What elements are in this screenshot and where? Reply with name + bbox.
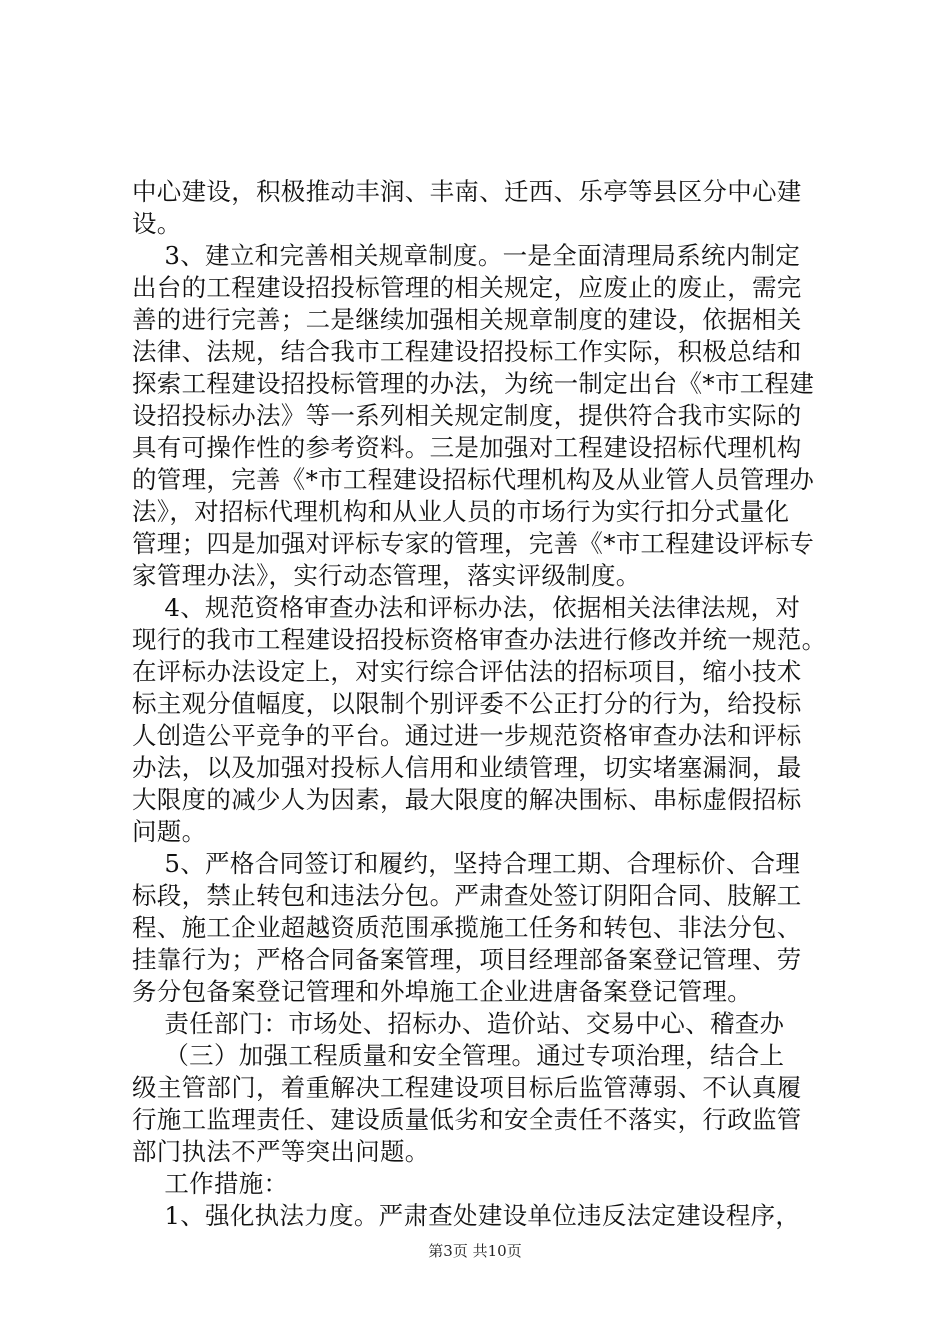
text-line: 办法，以及加强对投标人信用和业绩管理，切实堵塞漏洞，最 — [132, 753, 802, 782]
text-line: 3、建立和完善相关规章制度。一是全面清理局系统内制定 — [132, 241, 801, 270]
text-line: 大限度的减少人为因素，最大限度的解决围标、串标虚假招标 — [132, 785, 802, 814]
text-line: 标主观分值幅度，以限制个别评委不公正打分的行为，给投标 — [132, 689, 802, 718]
text-line: 标段，禁止转包和违法分包。严肃查处签订阴阳合同、肢解工 — [132, 881, 802, 910]
text-line: 挂靠行为；严格合同备案管理，项目经理部备案登记管理、劳 — [132, 945, 802, 974]
text-line: 管理；四是加强对评标专家的管理，完善《*市工程建设评标专 — [132, 529, 815, 558]
text-line: 4、规范资格审查办法和评标办法，依据相关法律法规，对 — [132, 593, 801, 622]
text-line: 设。 — [132, 209, 182, 238]
text-line: 现行的我市工程建设招投标资格审查办法进行修改并统一规范。 — [132, 625, 827, 654]
text-line: 中心建设，积极推动丰润、丰南、迁西、乐亭等县区分中心建 — [132, 177, 802, 206]
text-line: 法律、法规，结合我市工程建设招投标工作实际，积极总结和 — [132, 337, 802, 366]
text-line: 家管理办法》，实行动态管理，落实评级制度。 — [132, 561, 641, 590]
text-line: （三）加强工程质量和安全管理。通过专项治理，结合上 — [132, 1041, 785, 1070]
page-footer: 第3页 共10页 — [428, 1242, 522, 1260]
text-line: 人创造公平竞争的平台。通过进一步规范资格审查办法和评标 — [132, 721, 802, 750]
text-line: 设招投标办法》等一系列相关规定制度，提供符合我市实际的 — [132, 401, 802, 430]
text-line: 责任部门：市场处、招标办、造价站、交易中心、稽查办 — [132, 1009, 785, 1038]
text-line: 法》，对招标代理机构和从业人员的市场行为实行扣分式量化 — [132, 497, 790, 526]
text-line: 部门执法不严等突出问题。 — [132, 1137, 430, 1166]
text-line: 善的进行完善；二是继续加强相关规章制度的建设，依据相关 — [132, 305, 802, 334]
text-line: 程、施工企业超越资质范围承揽施工任务和转包、非法分包、 — [132, 913, 802, 942]
text-line: 出台的工程建设招投标管理的相关规定，应废止的废止，需完 — [132, 273, 802, 302]
text-line: 工作措施： — [132, 1169, 289, 1198]
text-line: 行施工监理责任、建设质量低劣和安全责任不落实，行政监管 — [132, 1105, 802, 1134]
text-line: 1、强化执法力度。严肃查处建设单位违反法定建设程序， — [132, 1201, 801, 1230]
text-line: 在评标办法设定上，对实行综合评估法的招标项目，缩小技术 — [132, 657, 802, 686]
text-line: 5、严格合同签订和履约，坚持合理工期、合理标价、合理 — [132, 849, 801, 878]
text-line: 问题。 — [132, 817, 207, 846]
text-line: 具有可操作性的参考资料。三是加强对工程建设招标代理机构 — [132, 433, 802, 462]
text-line: 的管理，完善《*市工程建设招标代理机构及从业管人员管理办 — [132, 465, 815, 494]
text-line: 务分包备案登记管理和外埠施工企业进唐备案登记管理。 — [132, 977, 752, 1006]
text-line: 探索工程建设招投标管理的办法，为统一制定出台《*市工程建 — [132, 369, 815, 398]
text-line: 级主管部门，着重解决工程建设项目标后监管薄弱、不认真履 — [132, 1073, 802, 1102]
